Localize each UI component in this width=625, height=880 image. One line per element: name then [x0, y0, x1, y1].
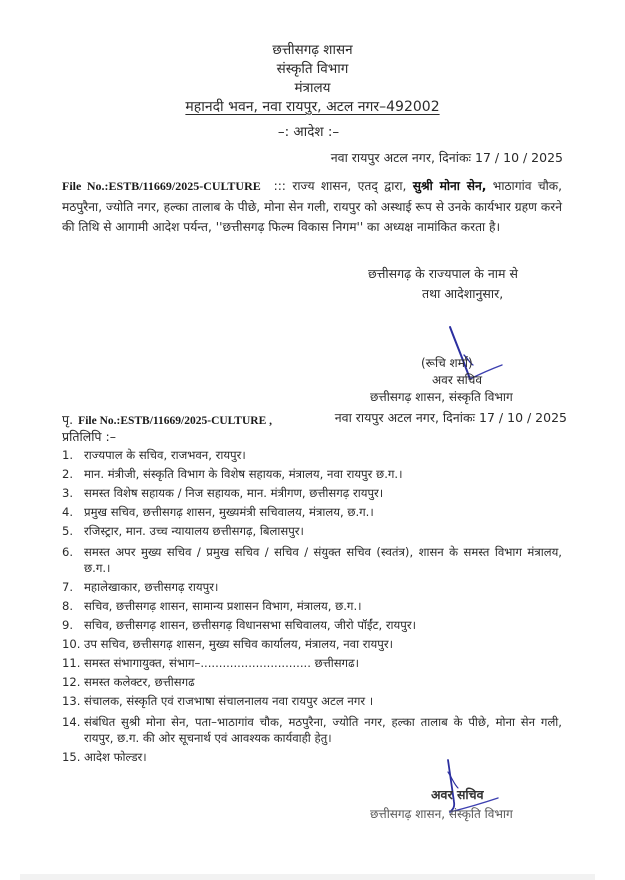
copy-list-item [62, 675, 562, 690]
list-number: 12. [62, 675, 81, 689]
list-number: 15. [62, 750, 81, 764]
authority-line-2: तथा आदेशानुसार, [422, 286, 504, 301]
endorsement-file-line [62, 409, 272, 428]
authority-line-1: छत्तीसगढ़ के राज्यपाल के नाम से [368, 266, 518, 281]
list-number: 2. [62, 467, 74, 481]
list-text: प्रमुख सचिव, छत्तीसगढ़ शासन, मुख्यमंत्री सचिवालय, मंत्रालय, छ.ग.। [84, 505, 374, 519]
header-department: संस्कृति विभाग [276, 61, 349, 77]
header-address: महानदी भवन, नवा रायपुर, अटल नगर–492002 [185, 99, 440, 115]
list-text: समस्त अपर मुख्य सचिव / प्रमुख सचिव / सचिव / संयुक्त सचिव (स्वतंत्र), शासन के समस्त विभाग मंत्रालय, छ.ग.। [84, 545, 562, 575]
copy-list-item [62, 467, 562, 482]
copy-list-item [62, 714, 562, 746]
list-number: 13. [62, 694, 81, 708]
copy-list-item [62, 580, 562, 595]
list-number: 3. [62, 486, 74, 500]
copy-list-item [62, 637, 562, 652]
list-text: संबंधित सुश्री मोना सेन, पता–भाठागांव चौक, मठपुरैना, ज्योति नगर, हल्का तालाब के पीछे, मोना सेन गली, रायपुर, छ.ग. की ओर सूचनार्थ एवं आवश्यक कार्यवाही हेतु। [84, 715, 562, 745]
endorsement-date-line: नवा रायपुर अटल नगर, दिनांकः 17 / 10 / 2025 [334, 410, 567, 425]
endorsement-prefix: पृ. [62, 412, 74, 427]
header-government: छत्तीसगढ़ शासन [272, 42, 353, 58]
copy-list-item [62, 505, 562, 520]
list-text: सचिव, छत्तीसगढ़ शासन, सामान्य प्रशासन विभाग, मंत्रालय, छ.ग.। [84, 599, 362, 613]
order-text-before: राज्य शासन, एतद् द्वारा, [292, 179, 407, 193]
order-body [62, 176, 562, 238]
list-number: 1. [62, 448, 74, 462]
list-number: 11. [62, 656, 81, 670]
copy-list-item [62, 618, 562, 633]
list-text: आदेश फोल्डर। [84, 750, 147, 764]
list-number: 14. [62, 715, 81, 729]
list-text: समस्त कलेक्टर, छत्तीसगढ [84, 675, 195, 689]
signatory-2-designation: अवर सचिव [431, 787, 484, 802]
order-file-number: File No.:ESTB/11669/2025-CULTURE [62, 179, 261, 193]
order-title: –: आदेश :– [277, 124, 340, 140]
list-text: सचिव, छत्तीसगढ़ शासन, छत्तीसगढ़ विधानसभा सचिवालय, जीरो पॉईंट, रायपुर। [84, 618, 417, 632]
copy-list-item [62, 599, 562, 614]
list-text: संचालक, संस्कृति एवं राजभाषा संचालनालय नवा रायपुर अटल नगर । [84, 694, 374, 708]
copy-list-item [62, 544, 562, 576]
list-number: 10. [62, 637, 81, 651]
scan-edge-shadow [20, 874, 595, 880]
header-ministry: मंत्रालय [294, 80, 331, 96]
copy-to-label: प्रतिलिपि :– [62, 429, 116, 444]
signatory-1-name: (रूचि शर्मा) [421, 356, 473, 370]
order-appointee-name: सुश्री मोना सेन, [412, 179, 487, 193]
copy-list-item [62, 448, 562, 463]
list-number: 7. [62, 580, 74, 594]
list-number: 5. [62, 524, 74, 538]
order-date-line: नवा रायपुर अटल नगर, दिनांकः 17 / 10 / 2025 [330, 150, 563, 165]
list-number: 8. [62, 599, 74, 613]
list-number: 9. [62, 618, 74, 632]
order-text-after: भाठागांव चौक, मठपुरैना, ज्योति नगर, हल्का तालाब के पीछे, मोना सेन गली, रायपुर को अस्थाई रूप से उनके कार्यभार ग्रहण करने की तिथि से आगामी आदेश पर्यन्त, ''छत्तीसगढ़ फिल्म विकास निगम'' का अध्यक्ष नामांकित करता है। [62, 179, 563, 234]
copy-list-item [62, 524, 562, 539]
signatory-1-department: छत्तीसगढ़ शासन, संस्कृति विभाग [370, 390, 513, 404]
list-text: उप सचिव, छत्तीसगढ़ शासन, मुख्य सचिव कार्यालय, मंत्रालय, नवा रायपुर। [84, 637, 393, 651]
copy-list-item [62, 694, 562, 709]
copy-list-item [62, 486, 562, 501]
list-text: मान. मंत्रीजी, संस्कृति विभाग के विशेष सहायक, मंत्रालय, नवा रायपुर छ.ग.। [84, 467, 403, 481]
list-text: महालेखाकार, छत्तीसगढ़ रायपुर। [84, 580, 219, 594]
list-text: राज्यपाल के सचिव, राजभवन, रायपुर। [84, 448, 246, 462]
list-text: समस्त विशेष सहायक / निज सहायक, मान. मंत्रीगण, छत्तीसगढ़ रायपुर। [84, 486, 384, 500]
list-text: समस्त संभागायुक्त, संभाग–.............................. छत्तीसगढ। [84, 656, 359, 670]
list-text: रजिस्ट्रार, मान. उच्च न्यायालय छत्तीसगढ़, बिलासपुर। [84, 524, 304, 538]
list-number: 4. [62, 505, 74, 519]
endorsement-file-number: File No.:ESTB/11669/2025-CULTURE , [78, 415, 272, 427]
signatory-2-department: छत्तीसगढ़ शासन, संस्कृति विभाग [370, 807, 513, 821]
order-separator: ::: [273, 179, 286, 193]
signatory-1-designation: अवर सचिव [432, 373, 483, 387]
copy-list-item [62, 656, 562, 671]
list-number: 6. [62, 545, 74, 559]
